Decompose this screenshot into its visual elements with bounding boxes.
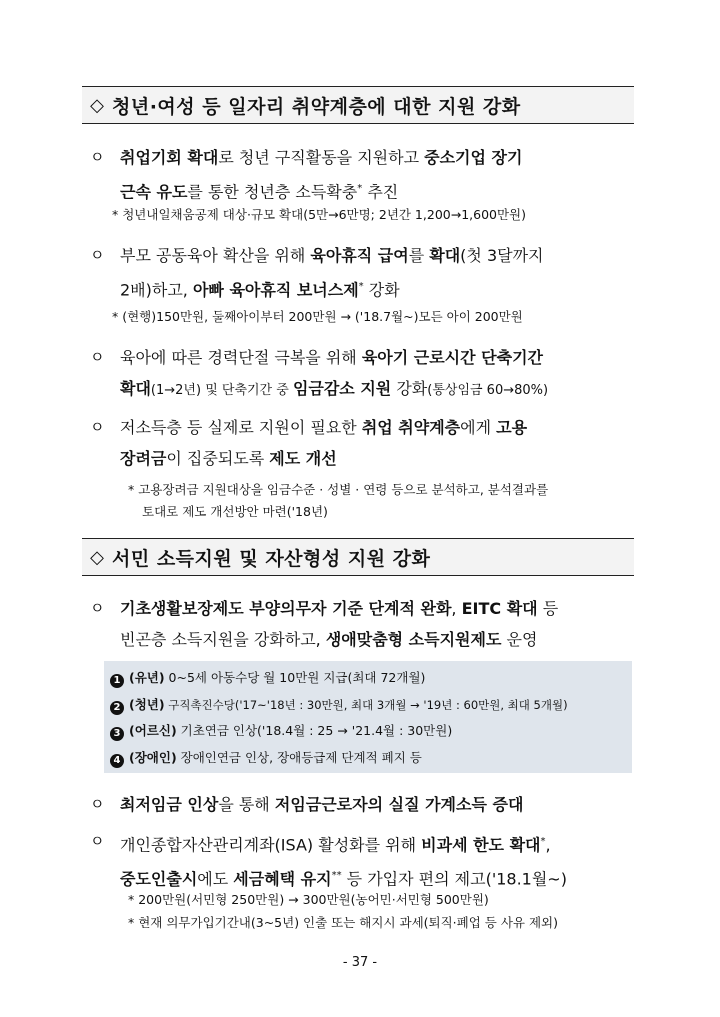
text: 로 청년 구직활동을 지원하고 xyxy=(218,148,425,167)
footnote: * 200만원(서민형 250만원) → 300만원(농어민·서민형 500만원) xyxy=(128,892,489,907)
bullet-item xyxy=(90,789,640,820)
text: 빈곤층 소득지원을 강화하고, xyxy=(120,630,326,649)
text: 이 집중되도록 xyxy=(166,449,270,468)
text: 저소득층 등 실제로 지원이 필요한 xyxy=(120,418,362,437)
text: (첫 3달까지 xyxy=(460,246,544,265)
bullet-circle-icon: ㅇ xyxy=(90,246,105,264)
text: 운영 xyxy=(501,630,538,649)
bold-text: 제도 개선 xyxy=(269,449,337,468)
bullet-circle-icon: ㅇ xyxy=(90,795,105,813)
bold-text: 생애맞춤형 소득지원제도 xyxy=(325,630,502,649)
bold-text: 육아기 근로시간 단축기간 xyxy=(361,348,543,367)
section-header-2 xyxy=(82,538,634,576)
text: 추진 xyxy=(362,182,399,202)
footnote-mark: * xyxy=(540,836,546,847)
bullet-circle-icon: ㅇ xyxy=(90,599,105,617)
item-text: 구직촉진수당('17~'18년 : 30만원, 최대 3개월 → '19년 : 60만원, 최대 5개월) xyxy=(164,697,568,712)
number-badge: 2 xyxy=(110,701,124,715)
bold-text: 장려금 xyxy=(120,449,167,468)
text: 등 가입자 편의 제고('18.1월~) xyxy=(341,869,567,889)
text: 을 통해 xyxy=(218,795,275,814)
bold-text: 근속 유도 xyxy=(120,182,188,202)
section-header-1 xyxy=(82,86,634,124)
bullet-text xyxy=(120,240,640,305)
text: 2배)하고, xyxy=(120,280,193,300)
bullet-circle-icon: ㅇ xyxy=(90,348,105,366)
item-tag: (장애인) xyxy=(129,749,177,765)
bullet-text xyxy=(120,789,640,820)
bold-text: 중도인출시 xyxy=(120,869,198,889)
bullet-text xyxy=(120,412,640,474)
bold-text: 육아휴직 급여 xyxy=(310,246,409,265)
text: (통상임금 60→80%) xyxy=(427,383,549,398)
box-item xyxy=(110,718,632,745)
item-tag: (유년) xyxy=(129,670,165,685)
bold-text: 확대 xyxy=(120,379,151,398)
bold-text: 고용 xyxy=(496,418,528,437)
footnote-mark: * xyxy=(357,183,363,194)
text: (1→2년) 및 단축기간 중 xyxy=(150,383,293,398)
footnote: * 청년내일채움공제 대상·규모 확대(5만→6만명; 2년간 1,200→1,600만원) xyxy=(112,207,527,222)
item-tag: (어르신) xyxy=(129,723,177,738)
box-item xyxy=(110,665,632,692)
bold-text: 비과세 한도 확대 xyxy=(421,835,541,855)
bullet-text xyxy=(120,826,640,895)
box-item xyxy=(110,745,632,772)
text: 강화 xyxy=(363,280,400,300)
text: 육아에 따른 경력단절 극복을 위해 xyxy=(120,348,362,367)
text: 개인종합자산관리계좌(ISA) 활성화를 위해 xyxy=(120,835,422,855)
text: , xyxy=(451,599,462,618)
text: 에게 xyxy=(460,418,497,437)
bold-text: 임금감소 지원 xyxy=(292,379,392,398)
number-badge: 1 xyxy=(110,674,124,688)
bullet-item xyxy=(90,342,640,406)
bold-text: 아빠 육아휴직 보너스제 xyxy=(192,280,359,300)
bullet-item xyxy=(90,240,640,305)
item-tag: (청년) xyxy=(129,696,165,712)
number-badge: 4 xyxy=(110,754,124,768)
bold-text: 취업 취약계층 xyxy=(361,418,461,437)
item-text: 장애인연금 인상, 장애등급제 단계적 폐지 등 xyxy=(176,749,422,765)
section-title-2: 서민 소득지원 및 자산형성 지원 강화 xyxy=(112,547,431,570)
text: 를 xyxy=(408,246,430,265)
bullet-circle-icon: ㅇ xyxy=(90,148,105,166)
footnote: * (현행)150만원, 둘째아이부터 200만원 → ('18.7월~)모든 아이 200만원 xyxy=(112,309,523,324)
bullet-item xyxy=(90,412,640,474)
diamond-icon: ◇ xyxy=(90,94,104,116)
bold-text: 최저임금 인상 xyxy=(120,795,219,814)
bullet-item xyxy=(90,593,640,655)
bold-text: 취업기회 확대 xyxy=(120,148,219,167)
section-title-1: 청년·여성 등 일자리 취약계층에 대한 지원 강화 xyxy=(112,95,521,118)
bold-text: 세금혜택 유지 xyxy=(233,869,332,889)
bold-text: 저임금근로자의 실질 가계소득 증대 xyxy=(274,795,524,814)
bold-text: 확대 xyxy=(429,246,461,265)
text: 등 xyxy=(537,599,559,618)
footnote: * 현재 의무가입기간내(3~5년) 인출 또는 해지시 과세(퇴직·폐업 등 사유 제외) xyxy=(128,915,558,930)
bold-text: 기초생활보장제도 부양의무자 기준 단계적 완화 xyxy=(120,599,452,618)
text: 부모 공동육아 확산을 위해 xyxy=(120,246,311,265)
footnote-continued: 토대로 제도 개선방안 마련('18년) xyxy=(142,504,328,519)
footnote-mark: ** xyxy=(331,870,342,882)
bullet-text xyxy=(120,342,640,406)
bold-text: 중소기업 장기 xyxy=(424,148,523,167)
item-text: 기초연금 인상('18.4월 : 25 → '21.4월 : 30만원) xyxy=(176,723,453,738)
box-item xyxy=(110,692,632,719)
number-badge: 3 xyxy=(110,727,124,741)
text: 에도 xyxy=(197,869,234,889)
bullet-circle-icon: ㅇ xyxy=(90,832,105,850)
text: 강화 xyxy=(391,379,428,398)
bullet-text xyxy=(120,593,640,655)
text: 를 통한 청년층 소득확충 xyxy=(187,182,358,202)
footnote-mark: * xyxy=(358,281,364,292)
footnote: * 고용장려금 지원대상을 임금수준 · 성별 · 연령 등으로 분석하고, 분석결과를 xyxy=(128,482,549,497)
bullet-circle-icon: ㅇ xyxy=(90,418,105,436)
lifecycle-support-box xyxy=(104,661,632,773)
item-text: 0~5세 아동수당 월 10만원 지급(최대 72개월) xyxy=(164,670,426,685)
bold-text: EITC 확대 xyxy=(461,599,538,618)
bullet-item xyxy=(90,826,640,895)
text: , xyxy=(545,835,551,855)
page-number: - 37 - xyxy=(342,955,378,970)
diamond-icon: ◇ xyxy=(90,546,104,568)
bullet-text xyxy=(120,142,640,207)
bullet-item xyxy=(90,142,640,207)
